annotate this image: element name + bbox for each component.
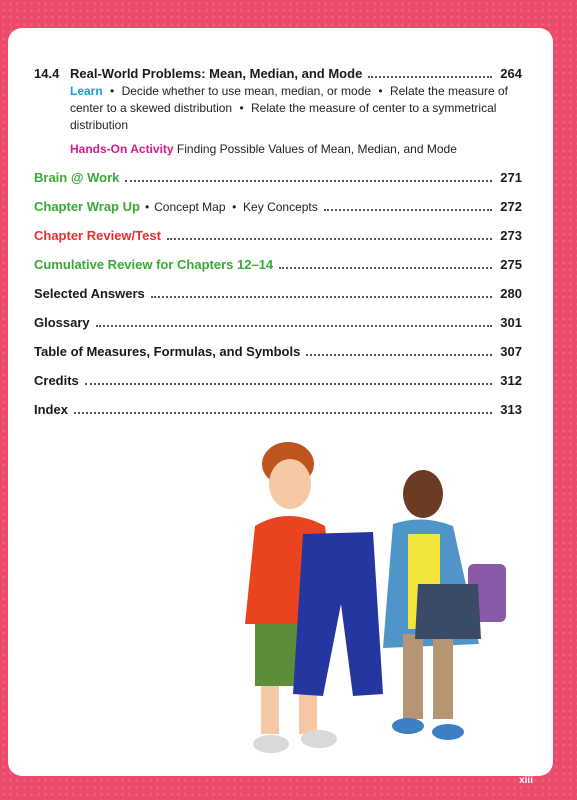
section-title: Real-World Problems: Mean, Median, and Mode [70, 66, 363, 81]
toc-entry-page-number: 313 [500, 402, 522, 417]
leader-dots [306, 353, 492, 356]
leader-dots [96, 324, 492, 327]
girl-figure [383, 470, 506, 740]
toc-entry-page-number: 272 [500, 199, 522, 214]
toc-entry-page-number: 275 [500, 257, 522, 272]
toc-entry-title: Brain @ Work [34, 170, 120, 185]
toc-entry[interactable] [34, 257, 522, 272]
learn-item: Relate the measure of center to a symmetrical distribution [70, 101, 497, 132]
leader-dots [279, 266, 492, 269]
bullet: • [110, 84, 115, 98]
toc-entry-page-number: 301 [500, 315, 522, 330]
toc-entry-page-number: 280 [500, 286, 522, 301]
leader-dots [74, 411, 492, 414]
toc-entry-title: Chapter Review/Test [34, 228, 161, 243]
toc-entry-extras: Concept Map • Key Concepts [154, 200, 318, 214]
toc-entry-page-number: 273 [500, 228, 522, 243]
learn-description [70, 83, 522, 134]
section-number: 14.4 [34, 66, 60, 81]
toc-entry[interactable] [34, 344, 522, 359]
leader-dots [125, 179, 492, 182]
toc-entries [34, 170, 522, 417]
toc-entry[interactable] [34, 228, 522, 243]
toc-entry[interactable] [34, 199, 522, 214]
toc-entry-title: Selected Answers [34, 286, 145, 301]
toc-entry[interactable] [34, 373, 522, 388]
toc-entry-page-number: 312 [500, 373, 522, 388]
toc-entry[interactable] [34, 402, 522, 417]
hands-on-label: Hands-On Activity [70, 142, 174, 156]
page-sheet [8, 28, 553, 776]
students-illustration [233, 434, 513, 769]
bullet: • [239, 101, 244, 115]
leader-dots [151, 295, 492, 298]
learn-item: Relate the measure of center to a skewed distribution [70, 84, 509, 115]
hands-on-activity [70, 142, 522, 156]
leader-dots [85, 382, 492, 385]
toc-entry-title: Glossary [34, 315, 90, 330]
learn-label: Learn [70, 84, 103, 98]
page-folio: xiii [519, 775, 533, 786]
learn-item: Decide whether to use mean, median, or mode [121, 84, 372, 98]
bullet: • [378, 84, 383, 98]
toc-entry-page-number: 271 [500, 170, 522, 185]
toc-entry-title: Index [34, 402, 68, 417]
toc-entry-title: Chapter Wrap Up [34, 199, 140, 214]
section-heading[interactable] [34, 66, 522, 81]
table-of-contents [34, 66, 522, 417]
toc-entry-title: Cumulative Review for Chapters 12–14 [34, 257, 274, 272]
toc-entry-page-number: 307 [500, 344, 522, 359]
toc-entry-title: Credits [34, 373, 79, 388]
leader-dots [368, 75, 492, 78]
bullet: • [144, 200, 150, 214]
leader-dots [324, 208, 492, 211]
toc-entry[interactable] [34, 315, 522, 330]
hands-on-text: Finding Possible Values of Mean, Median, and Mode [176, 142, 457, 156]
leader-dots [167, 237, 492, 240]
toc-entry-title: Table of Measures, Formulas, and Symbols [34, 344, 301, 359]
boy-figure [245, 442, 383, 753]
section-page-number: 264 [500, 66, 522, 81]
toc-entry[interactable] [34, 170, 522, 185]
toc-entry[interactable] [34, 286, 522, 301]
